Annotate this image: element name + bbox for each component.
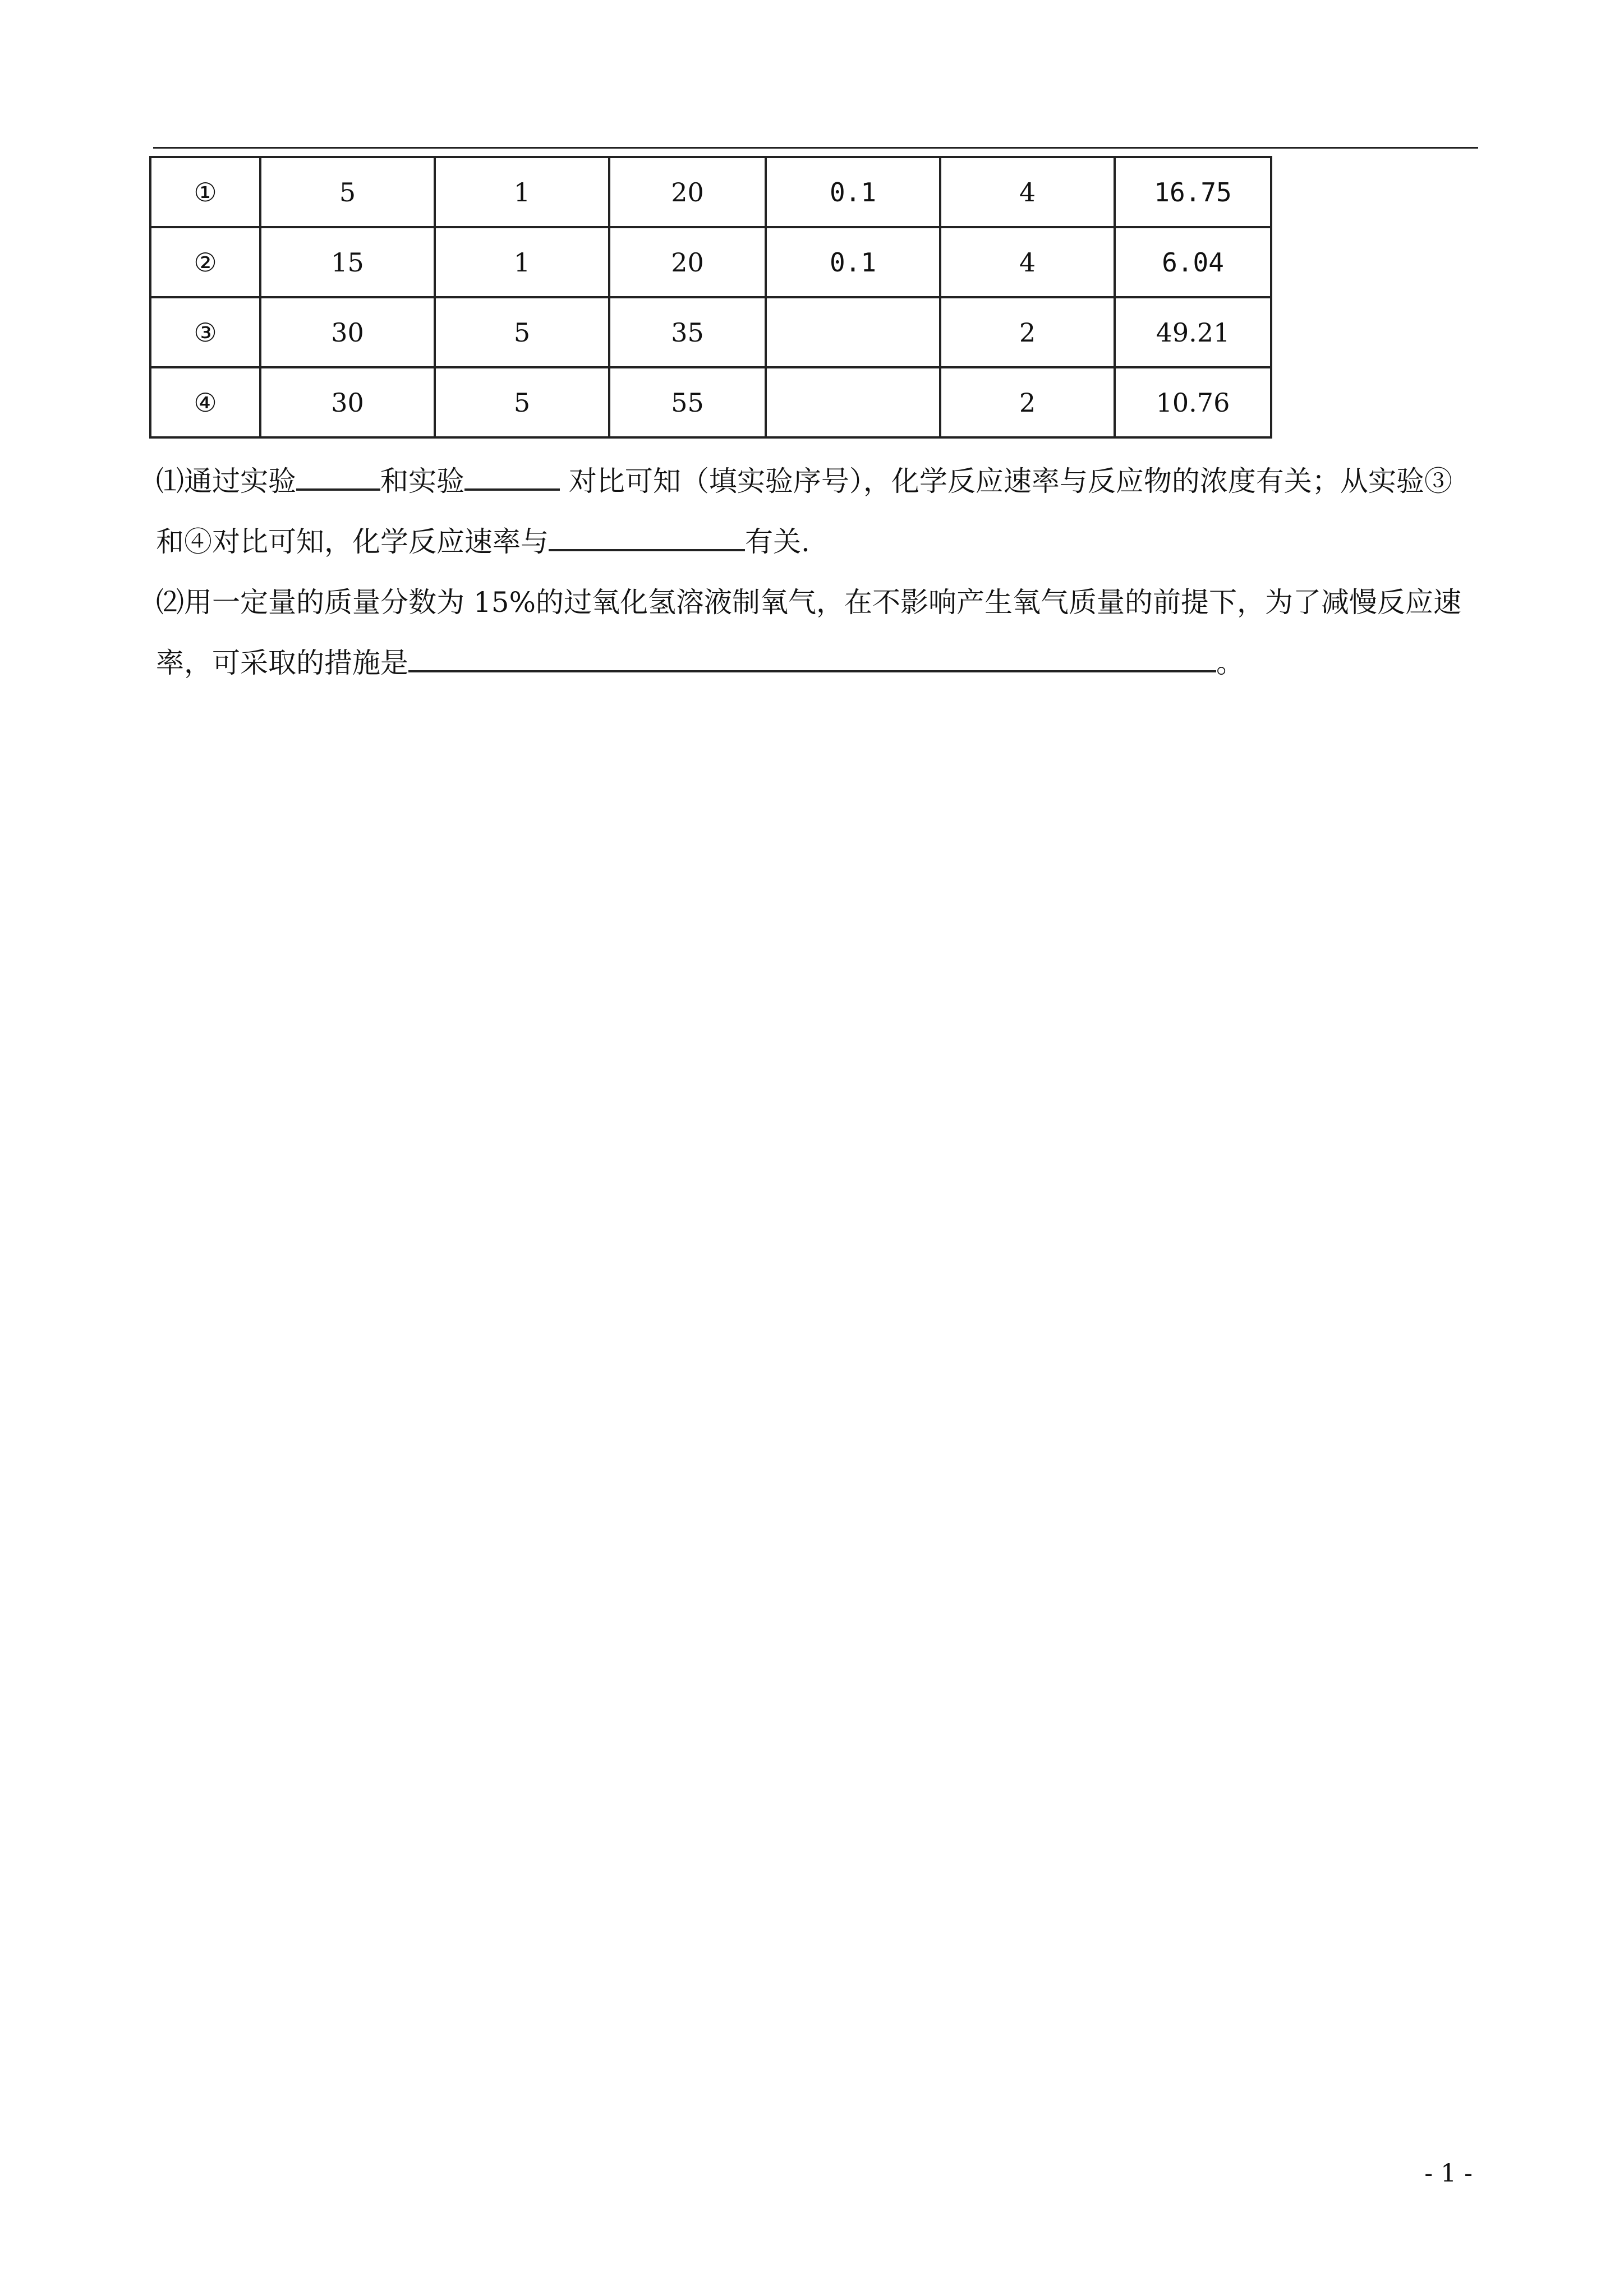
question-2-line-1: ⑵用一定量的质量分数为 15%的过氧化氢溶液制氧气，在不影响产生氧气质量的前提下，为了减慢反应速 <box>156 586 1462 619</box>
question-1 <box>156 451 1480 572</box>
table-cell: 1 <box>435 157 609 227</box>
table-cell: 6.04 <box>1115 227 1271 297</box>
header-rule <box>153 147 1478 149</box>
table-cell: 0.1 <box>766 227 940 297</box>
question-1-text-c: 对比可知（填实验序号），化学反应速率与反应物的浓度有关；从实验③ <box>560 465 1452 497</box>
question-2 <box>156 572 1480 693</box>
table-cell: 5 <box>435 367 609 437</box>
table-row <box>150 297 1271 367</box>
table-row <box>150 157 1271 227</box>
question-1-text-a: ⑴通过实验 <box>156 465 296 497</box>
table-cell: 35 <box>609 297 766 367</box>
table-cell <box>766 367 940 437</box>
table-cell: 55 <box>609 367 766 437</box>
table-cell: ④ <box>150 367 260 437</box>
table-cell: 49.21 <box>1115 297 1271 367</box>
table-cell: 1 <box>435 227 609 297</box>
question-1-line-1 <box>156 451 1480 511</box>
table-cell: 0.1 <box>766 157 940 227</box>
question-1-line-2 <box>156 511 1480 572</box>
table-cell: 2 <box>940 297 1115 367</box>
answer-blank-2[interactable] <box>464 466 560 491</box>
table-cell: 10.76 <box>1115 367 1271 437</box>
question-2-text-a: 率，可采取的措施是 <box>156 647 408 679</box>
question-1-text-b: 和实验 <box>380 465 464 497</box>
table-cell <box>766 297 940 367</box>
table-cell: ③ <box>150 297 260 367</box>
question-2-line-2 <box>156 633 1480 693</box>
table-cell: 20 <box>609 157 766 227</box>
experiment-data-table <box>149 156 1272 439</box>
table-cell: ② <box>150 227 260 297</box>
table-cell: 4 <box>940 227 1115 297</box>
table-cell: 30 <box>260 367 435 437</box>
answer-blank-1[interactable] <box>296 466 380 491</box>
answer-blank-4[interactable] <box>408 648 1216 672</box>
table-cell: ① <box>150 157 260 227</box>
table-cell: 20 <box>609 227 766 297</box>
question-2-text-b: 。 <box>1216 647 1244 679</box>
table-cell: 5 <box>260 157 435 227</box>
table-cell: 5 <box>435 297 609 367</box>
table-cell: 16.75 <box>1115 157 1271 227</box>
table-cell: 2 <box>940 367 1115 437</box>
question-1-text-e: 有关. <box>745 525 810 558</box>
question-1-text-d: 和④对比可知，化学反应速率与 <box>156 525 549 558</box>
table-cell: 4 <box>940 157 1115 227</box>
table-cell: 15 <box>260 227 435 297</box>
table-row <box>150 227 1271 297</box>
answer-blank-3[interactable] <box>549 527 745 551</box>
table-row <box>150 367 1271 437</box>
table-cell: 30 <box>260 297 435 367</box>
page-number: - 1 - <box>1424 2159 1473 2188</box>
